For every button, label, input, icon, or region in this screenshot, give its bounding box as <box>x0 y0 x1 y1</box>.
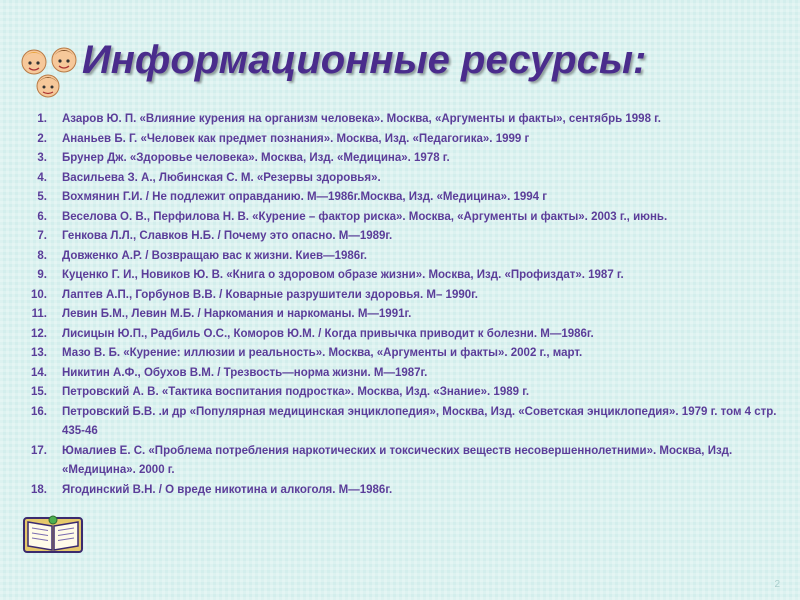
reference-number: 17. <box>31 444 47 457</box>
reference-number: 18. <box>31 483 47 496</box>
reference-item <box>18 344 778 364</box>
reference-item <box>18 130 778 150</box>
reference-item <box>18 286 778 306</box>
reference-text: Лисицын Ю.П., Радбиль О.С., Коморов Ю.М. / Когда привычка приводит к болезни. М—1986г. <box>62 327 594 340</box>
page-number: 2 <box>774 579 780 590</box>
reference-number: 7. <box>37 230 47 242</box>
reference-text: Веселова О. В., Перфилова Н. В. «Курение – фактор риска». Москва, «Аргументы и факты». 2003 г., июнь. <box>62 210 668 223</box>
reference-item <box>18 227 778 247</box>
reference-number: 1. <box>37 113 47 125</box>
reference-number: 9. <box>37 269 47 281</box>
reference-number: 2. <box>37 132 47 145</box>
reference-text: Петровский Б.В. .и др «Популярная медицинская энциклопедия», Москва, Изд. «Советская энциклопедия». 1979 г. том 4 стр. 435-46 <box>62 405 777 437</box>
reference-item <box>18 110 778 130</box>
reference-number: 14. <box>31 366 47 379</box>
reference-text: Вохмянин Г.И. / Не подлежит оправданию. М—1986г.Москва, Изд. «Медицина». 1994 г <box>62 191 548 203</box>
reference-item <box>18 305 778 325</box>
reference-text: Ананьев Б. Г. «Человек как предмет познания». Москва, Изд. «Педагогика». 1999 г <box>62 132 530 145</box>
reference-number: 12. <box>31 327 47 340</box>
reference-list <box>18 110 778 500</box>
reference-item <box>18 149 778 169</box>
reference-text: Мазо В. Б. «Курение: иллюзии и реальность». Москва, «Аргументы и факты». 2002 г., март. <box>62 347 583 359</box>
reference-text: Петровский А. В. «Тактика воспитания подростка». Москва, Изд. «Знание». 1989 г. <box>62 386 530 398</box>
children-faces-icon <box>18 42 92 102</box>
reference-number: 13. <box>31 347 47 359</box>
reference-number: 6. <box>37 210 47 223</box>
reference-text: Юмалиев Е. С. «Проблема потребления наркотических и токсических веществ несовершеннолетними». Москва, Изд. «Медицина». 2000 г. <box>62 444 733 476</box>
reference-text: Лаптев А.П., Горбунов В.В. / Коварные разрушители здоровья. М– 1990г. <box>62 288 478 301</box>
reference-text: Куценко Г. И., Новиков Ю. В. «Книга о здоровом образе жизни». Москва, Изд. «Профиздат». 1987 г. <box>62 269 624 281</box>
reference-number: 16. <box>31 405 47 418</box>
reference-item <box>18 383 778 403</box>
slide-title: Информационные ресурсы: <box>82 38 647 82</box>
reference-item <box>18 442 778 481</box>
reference-text: Левин Б.М., Левин М.Б. / Наркомания и наркоманы. М—1991г. <box>62 308 412 320</box>
reference-text: Никитин А.Ф., Обухов В.М. / Трезвость—норма жизни. М—1987г. <box>62 366 428 379</box>
reference-item <box>18 481 778 501</box>
reference-text: Васильева З. А., Любинская С. М. «Резервы здоровья». <box>62 171 381 184</box>
reference-text: Ягодинский В.Н. / О вреде никотина и алкоголя. М—1986г. <box>62 483 393 496</box>
reference-text: Азаров Ю. П. «Влияние курения на организм человека». Москва, «Аргументы и факты», сентябрь 1998 г. <box>62 113 662 125</box>
reference-number: 15. <box>31 386 47 398</box>
reference-text: Брунер Дж. «Здоровье человека». Москва, Изд. «Медицина». 1978 г. <box>62 152 450 164</box>
reference-item <box>18 266 778 286</box>
reference-item <box>18 188 778 208</box>
reference-number: 3. <box>37 152 47 164</box>
reference-text: Генкова Л.Л., Славков Н.Б. / Почему это опасно. М—1989г. <box>62 230 393 242</box>
reference-item <box>18 403 778 442</box>
reference-item <box>18 247 778 267</box>
reference-item <box>18 325 778 345</box>
reference-number: 4. <box>37 171 47 184</box>
reference-number: 10. <box>31 288 47 301</box>
open-book-icon[interactable] <box>22 512 84 556</box>
reference-number: 8. <box>37 249 47 262</box>
reference-item <box>18 364 778 384</box>
reference-item <box>18 208 778 228</box>
reference-number: 5. <box>37 191 47 203</box>
reference-number: 11. <box>31 308 47 320</box>
reference-text: Довженко А.Р. / Возвращаю вас к жизни. Киев—1986г. <box>62 249 367 262</box>
reference-item <box>18 169 778 189</box>
